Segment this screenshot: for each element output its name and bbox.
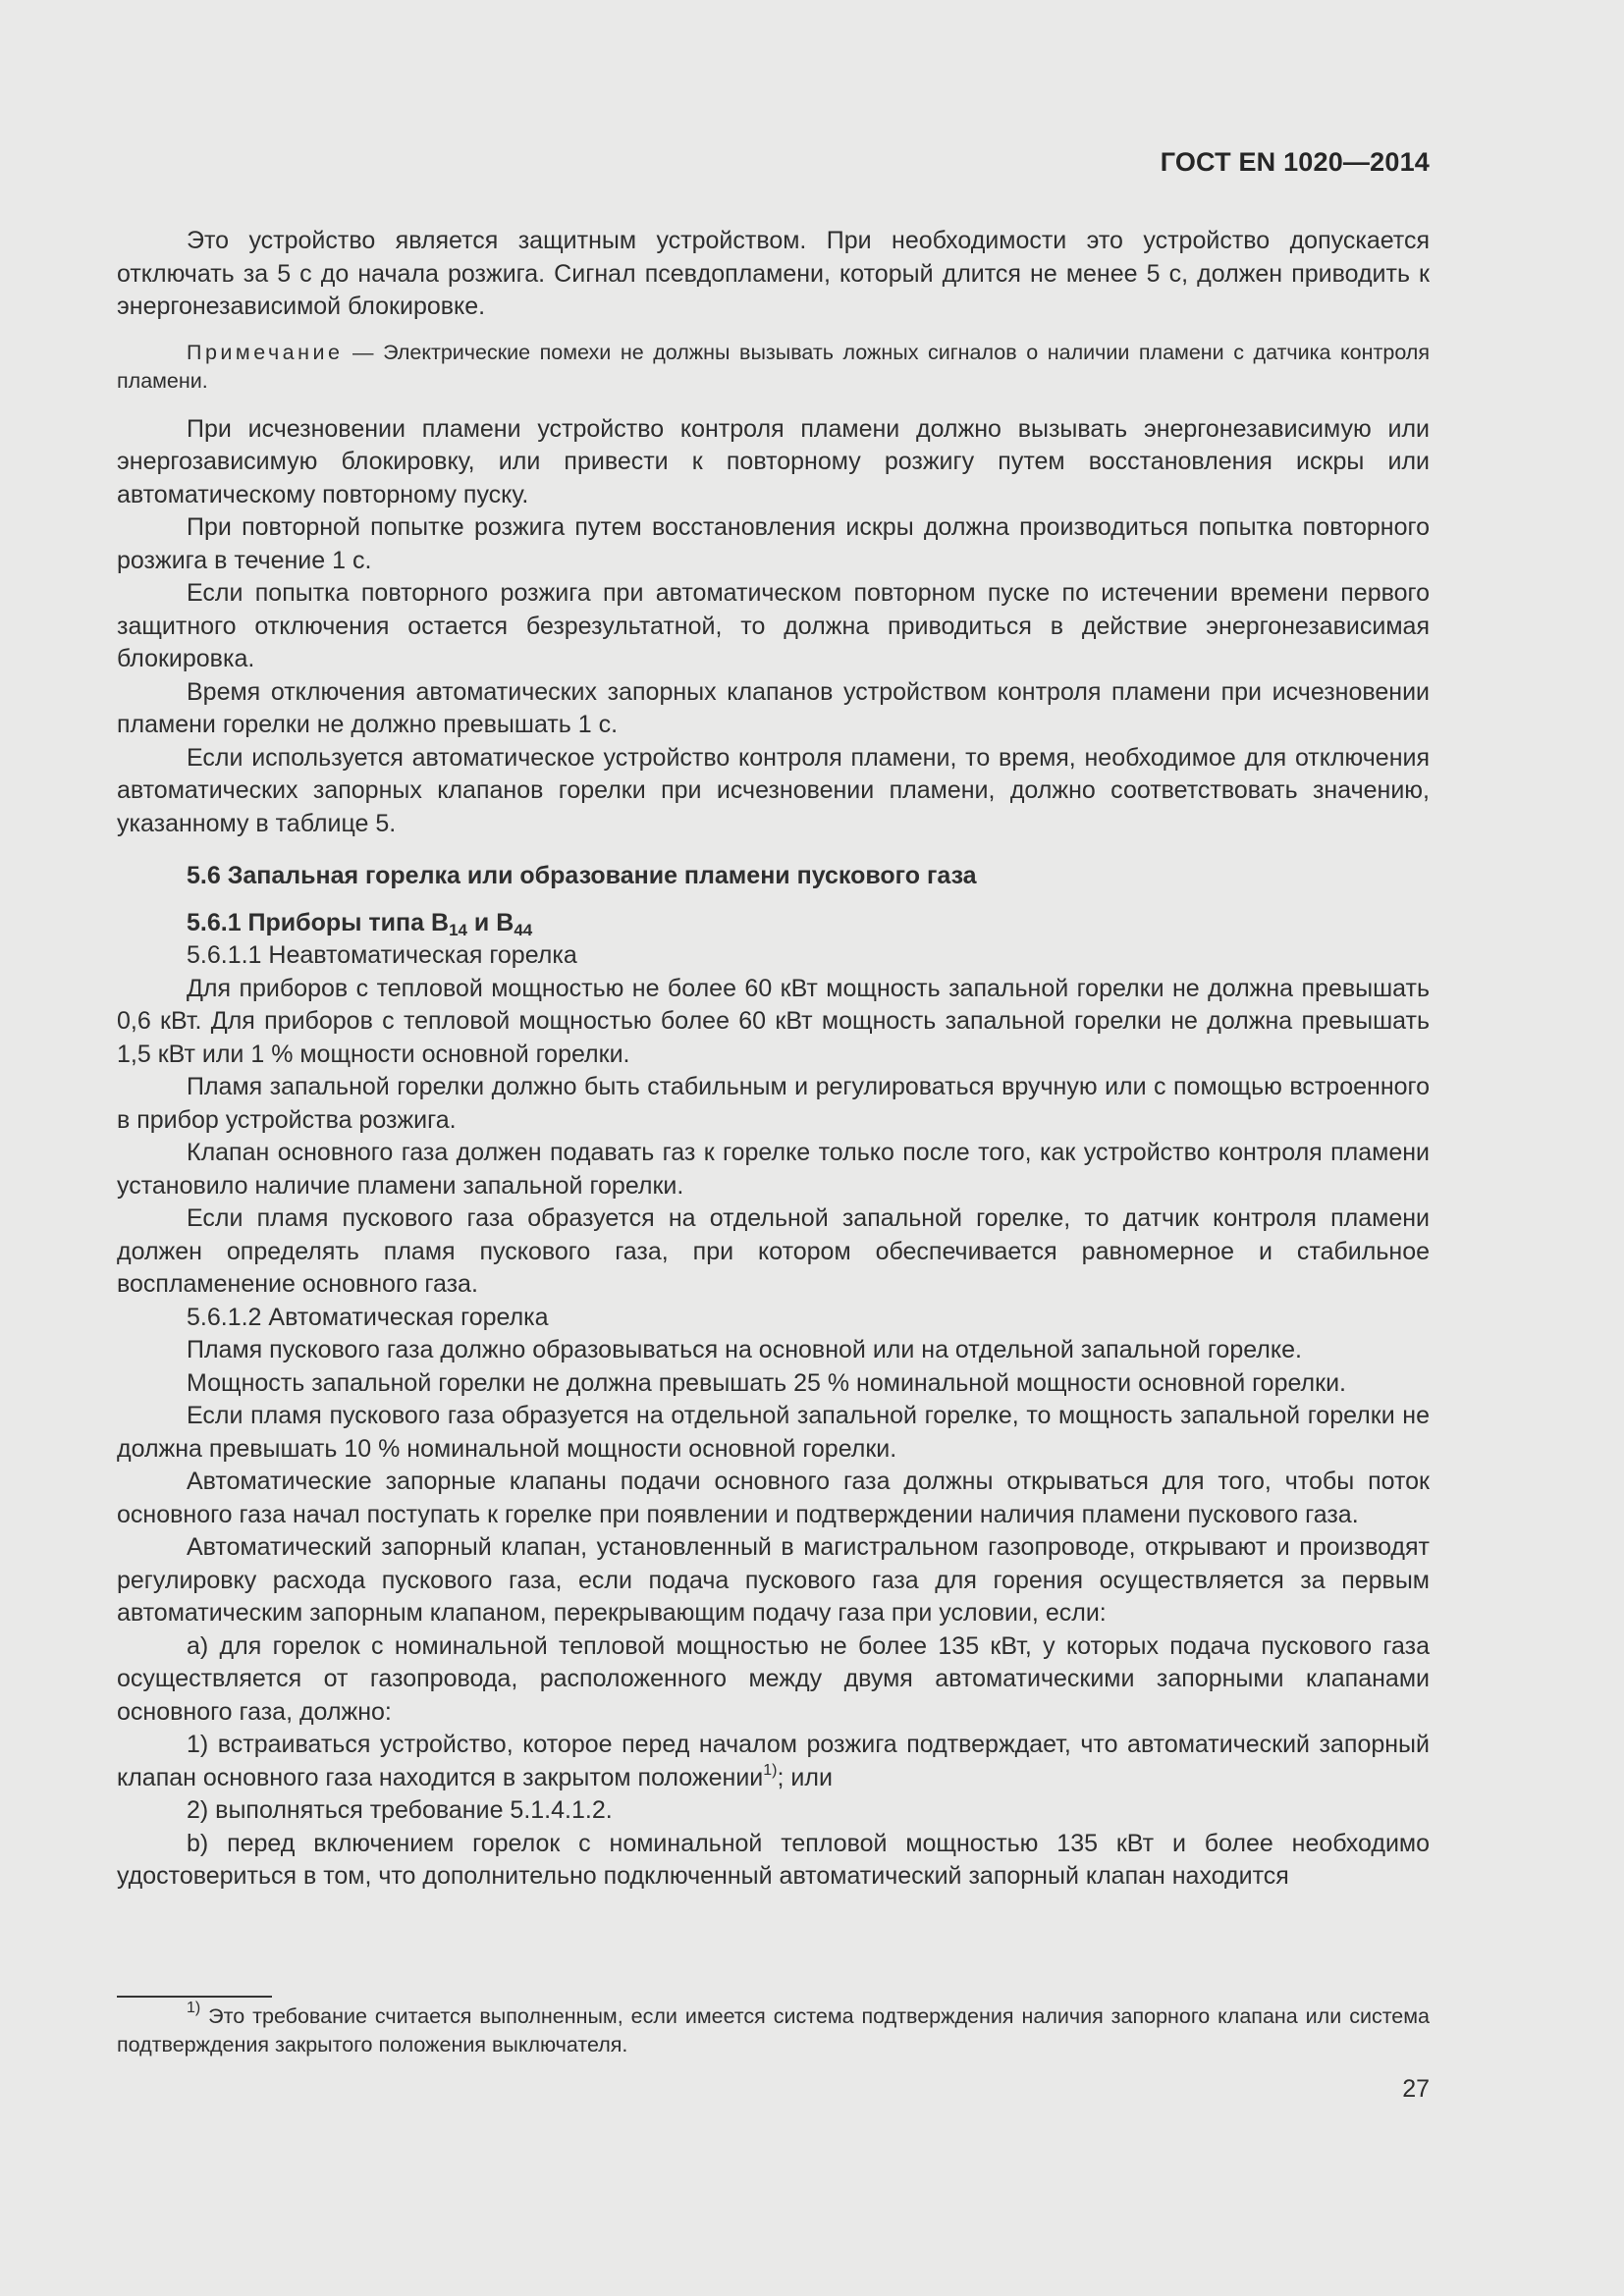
subsection-heading [117, 907, 1430, 940]
subsection-heading-text: и B [466, 908, 514, 936]
clause-title: 5.6.1.2 Автоматическая горелка [187, 1303, 549, 1331]
note-label: Примечание [187, 340, 344, 364]
paragraph: Мощность запальной горелки не должна превышать 25 % номинальной мощности основной горелки. [187, 1368, 1346, 1397]
note [117, 339, 1430, 396]
paragraph: Для приборов с тепловой мощностью не более 60 кВт мощность запальной горелки не должна превышать 0,6 кВт. Для приборов с тепловой мощностью более 60 кВт мощность запальной горелки не должна превышать 1,5 кВт или 1 % мощности основной горелки. [117, 974, 1430, 1068]
list-item: b) перед включением горелок с номинальной тепловой мощностью 135 кВт и более необходимо удостовериться в том, что дополнительно подключенный автоматический запорный клапан находится [117, 1829, 1430, 1890]
note-text: — Электрические помехи не должны вызывать ложных сигналов о наличии пламени с датчика контроля пламени. [117, 340, 1430, 393]
document-header: ГОСТ EN 1020—2014 [1160, 147, 1430, 177]
footnote-text: Это требование считается выполненным, если имеется система подтверждения наличия запорного клапана или система подтверждения закрытого положения выключателя. [117, 2004, 1430, 2056]
subscript: 14 [449, 920, 467, 939]
list-item-text: ; или [777, 1763, 833, 1791]
paragraph: Если попытка повторного розжига при автоматическом повторном пуске по истечении времени первого защитного отключения остается безрезультатной, то должна приводиться в действие энергонезависимая блокировка. [117, 579, 1430, 672]
paragraph: Автоматические запорные клапаны подачи основного газа должны открываться для того, чтобы поток основного газа начал поступать к горелке при появлении и подтверждении наличия пламени пускового газа. [117, 1468, 1430, 1528]
page-number: 27 [1402, 2075, 1430, 2103]
list-item [117, 1729, 1430, 1794]
footnote-mark: 1) [187, 2000, 201, 2016]
paragraph: Клапан основного газа должен подавать газ к горелке только после того, как устройство контроля пламени установило наличие пламени запальной горелки. [117, 1139, 1430, 1200]
list-item: 2) выполняться требование 5.1.4.1.2. [187, 1796, 613, 1824]
page-body [117, 225, 1430, 1894]
subsection-heading-text: 5.6.1 Приборы типа B [187, 908, 450, 936]
paragraph: Пламя пускового газа должно образовываться на основной или на отдельной запальной горелке. [187, 1336, 1302, 1363]
paragraph: Если пламя пускового газа образуется на отдельной запальной горелке, то мощность запальной горелки не должна превышать 10 % номинальной мощности основной горелки. [117, 1402, 1430, 1463]
footnote [117, 2002, 1430, 2059]
list-item-text: 1) встраиваться устройство, которое перед началом розжига подтверждает, что автоматический запорный клапан основного газа находится в закрытом положении [117, 1731, 1430, 1791]
paragraph: При исчезновении пламени устройство контроля пламени должно вызывать энергонезависимую или энергозависимую блокировку, или привести к повторному розжигу путем восстановления искры или автоматическому повторному пуску. [117, 414, 1430, 508]
paragraph: Если используется автоматическое устройство контроля пламени, то время, необходимое для отключения автоматических запорных клапанов горелки при исчезновении пламени, должно соответствовать значению, указанному в таблице 5. [117, 743, 1430, 837]
section-heading: 5.6 Запальная горелка или образование пламени пускового газа [187, 862, 977, 889]
footnote-ref: 1) [763, 1761, 778, 1779]
footnote-divider [117, 1996, 272, 1998]
paragraph: Время отключения автоматических запорных клапанов устройством контроля пламени при исчезновении пламени горелки не должно превышать 1 с. [117, 677, 1430, 738]
paragraph: Если пламя пускового газа образуется на отдельной запальной горелке, то датчик контроля пламени должен определять пламя пускового газа, при котором обеспечивается равномерное и стабильное воспламенение основного газа. [117, 1204, 1430, 1298]
subscript: 44 [514, 920, 533, 939]
paragraph: Автоматический запорный клапан, установленный в магистральном газопроводе, открывают и производят регулировку расхода пускового газа, если подача пускового газа для горения осуществляется за первым автоматическим запорным клапаном, перекрывающим подачу газа при условии, если: [117, 1533, 1430, 1627]
paragraph: При повторной попытке розжига путем восстановления искры должна производиться попытка повторного розжига в течение 1 с. [117, 513, 1430, 574]
paragraph: Это устройство является защитным устройством. При необходимости это устройство допускается отключать за 5 с до начала розжига. Сигнал псевдопламени, который длится не менее 5 с, должен приводить к энергонезависимой блокировке. [117, 227, 1430, 320]
list-item: а) для горелок с номинальной тепловой мощностью не более 135 кВт, у которых подача пускового газа осуществляется от газопровода, расположенного между двумя автоматическими запорными клапанами основного газа, должно: [117, 1631, 1430, 1726]
clause-title: 5.6.1.1 Неавтоматическая горелка [187, 941, 577, 969]
paragraph: Пламя запальной горелки должно быть стабильным и регулироваться вручную или с помощью встроенного в прибор устройства розжига. [117, 1073, 1430, 1134]
